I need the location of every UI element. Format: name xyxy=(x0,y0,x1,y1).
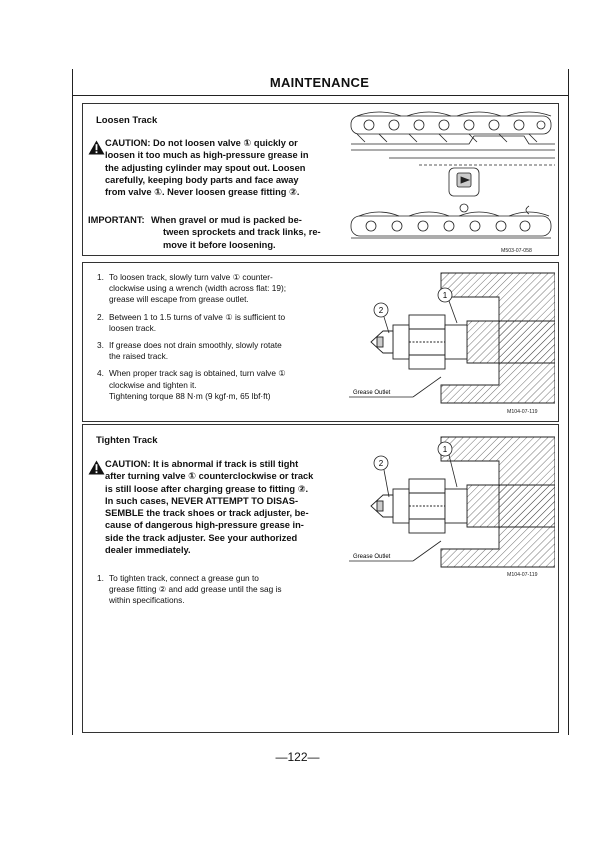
callout-label-1: 1 xyxy=(442,291,448,300)
important-label: IMPORTANT: xyxy=(88,215,145,225)
step-line: To tighten track, connect a grease gun to xyxy=(109,573,259,583)
step-line: When proper track sag is obtained, turn valve ① xyxy=(109,368,286,379)
caution-line: dealer immediately. xyxy=(105,545,191,556)
step-number: 4. xyxy=(97,368,104,379)
caution-line: from valve ①. Never loosen grease fitting ②. xyxy=(105,187,300,198)
caution-line: CAUTION: It is abnormal if track is still tight xyxy=(105,459,299,469)
warning-icon xyxy=(88,460,105,475)
important-block xyxy=(151,214,331,251)
list-item xyxy=(97,368,337,402)
valve-cross-section-illustration xyxy=(349,267,555,405)
list-item xyxy=(97,272,337,306)
step-line: clockwise and tighten it. xyxy=(109,379,197,390)
step-line: Tightening torque 88 N·m (9 kgf·m, 65 lbf·ft) xyxy=(109,390,271,401)
important-line: tween sprockets and track links, re- xyxy=(163,227,321,238)
step-line: loosen track. xyxy=(109,322,157,333)
step-line: To loosen track, slowly turn valve ① counter- xyxy=(109,272,273,282)
page-number: —122— xyxy=(275,750,320,764)
step-line: grease fitting ② and add grease until the sag is xyxy=(109,584,282,595)
caution-line: carefully, keeping body parts and face away xyxy=(105,174,299,185)
page-title: MAINTENANCE xyxy=(269,75,370,90)
caution-line: CAUTION: Do not loosen valve ① quickly or xyxy=(105,138,298,148)
caution-block xyxy=(105,458,335,556)
step-number: 1. xyxy=(97,272,104,282)
caution-line: cause of dangerous high-pressure grease in- xyxy=(105,520,304,531)
step-number: 2. xyxy=(97,311,104,322)
loosen-steps-list xyxy=(97,272,337,408)
tighten-steps-list xyxy=(97,573,337,613)
step-line: clockwise using a wrench (width across flat: 19); xyxy=(109,283,287,294)
header-divider xyxy=(72,95,568,96)
step-number: 1. xyxy=(97,573,104,583)
figure-id-caption: M104-07-119 xyxy=(507,572,538,578)
caution-line: side the track adjuster. See your authorized xyxy=(105,532,298,543)
section-loosen-track-caution xyxy=(82,103,559,256)
grease-outlet-label: Grease Outlet xyxy=(353,390,391,396)
step-line: within specifications. xyxy=(109,595,185,606)
important-line: move it before loosening. xyxy=(163,239,276,250)
caution-line: is still loose after charging grease to fitting ②. xyxy=(105,483,309,494)
callout-label-1: 1 xyxy=(442,445,448,454)
callout-label-2: 2 xyxy=(378,306,384,315)
figure-id-caption: M104-07-119 xyxy=(507,409,538,415)
section-heading-loosen-track: Loosen Track xyxy=(96,115,158,126)
step-line: If grease does not drain smoothly, slowly rotate xyxy=(109,340,282,351)
section-loosen-steps xyxy=(82,262,559,422)
callout-label-2: 2 xyxy=(378,459,384,468)
caution-line: SEMBLE the track shoes or track adjuster, be- xyxy=(105,508,309,519)
step-number: 3. xyxy=(97,340,104,351)
caution-line: loosen it too much as high-pressure grease in xyxy=(105,150,309,161)
list-item xyxy=(97,340,337,362)
figure-id-caption: M503-07-058 xyxy=(501,248,532,254)
caution-line: the adjusting cylinder may spout out. Loosen xyxy=(105,162,306,173)
list-item xyxy=(97,312,337,334)
section-tighten-track xyxy=(82,424,559,733)
warning-icon xyxy=(88,140,105,155)
list-item xyxy=(97,573,337,607)
caution-line: after turning valve ① counterclockwise or track xyxy=(105,471,314,482)
step-line: grease will escape from grease outlet. xyxy=(109,294,249,305)
step-line: the raised track. xyxy=(109,351,169,362)
grease-outlet-label: Grease Outlet xyxy=(353,554,391,560)
valve-cross-section-illustration xyxy=(349,431,555,569)
step-line: Between 1 to 1.5 turns of valve ① is sufficient to xyxy=(109,311,286,322)
track-chain-illustration xyxy=(349,108,557,248)
caution-block xyxy=(105,137,331,198)
section-heading-tighten-track: Tighten Track xyxy=(96,435,158,446)
important-line: When gravel or mud is packed be- xyxy=(151,215,302,225)
caution-line: In such cases, NEVER ATTEMPT TO DISAS- xyxy=(105,495,299,506)
